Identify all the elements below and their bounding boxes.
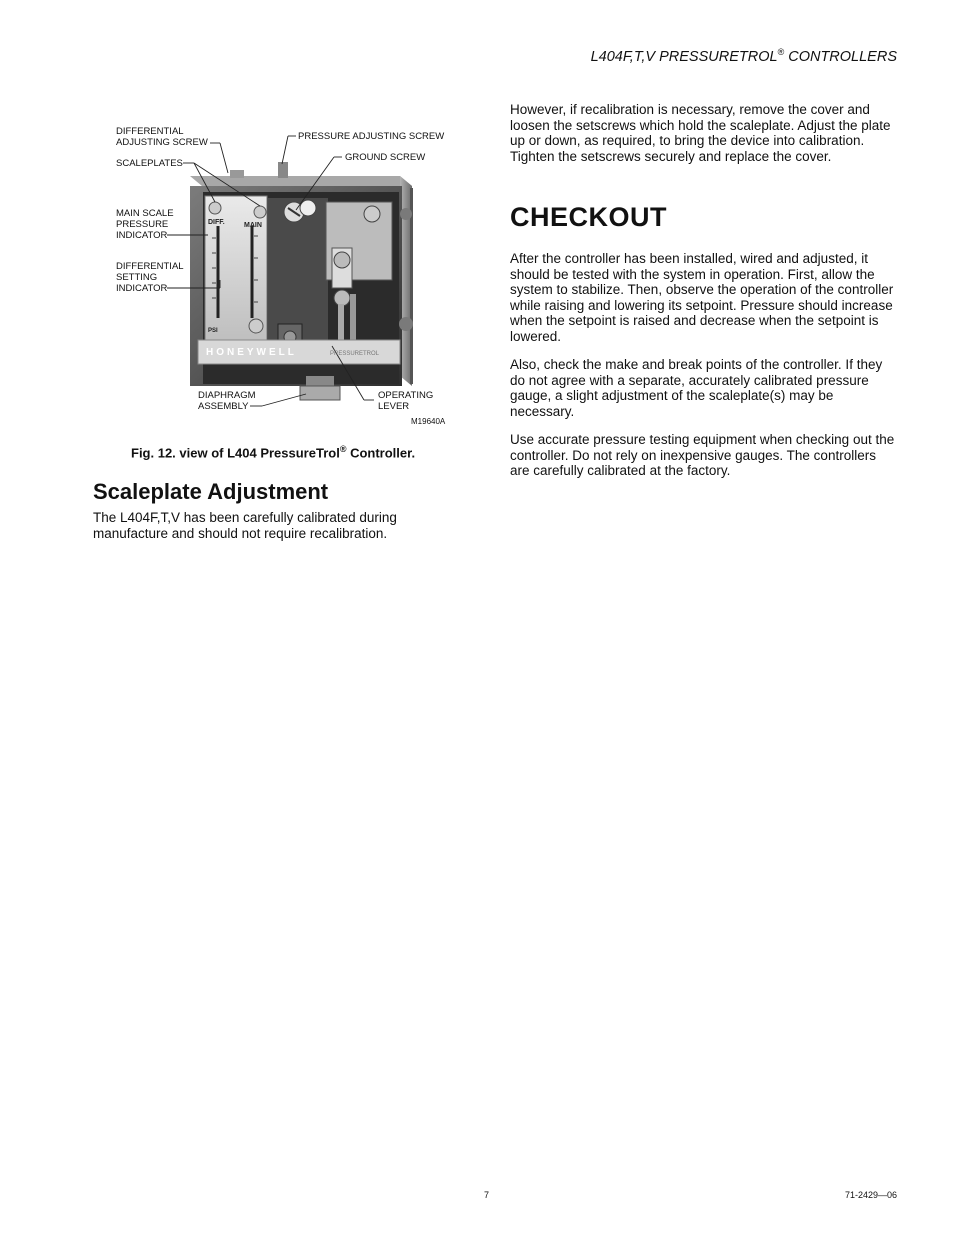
- paragraph-checkout-test: After the controller has been installed, wired and adjusted, it should be tested with the system in operation. First, allow the system to stabilize. Then, observe the operation of the controller while raising and lowering its setpoint. Pressure should increase when the setpoint is raised and decrease when the setpoint is lowered.: [510, 251, 894, 344]
- section-heading-checkout: CHECKOUT: [510, 202, 667, 232]
- document-number: 71-2429—06: [844, 1190, 897, 1200]
- callout-diaphragm-assembly: DIAPHRAGM ASSEMBLY: [198, 390, 256, 412]
- figure-code: M19640A: [411, 417, 446, 426]
- psi-label: PSI: [208, 328, 218, 334]
- running-header: L404F,T,V PRESSURETROL® CONTROLLERS: [590, 47, 897, 65]
- main-scale-title: MAIN: [244, 222, 262, 229]
- controller-figure: [110, 118, 455, 430]
- device-model: PRESSURETROL: [330, 351, 380, 357]
- callout-scaleplates: SCALEPLATES: [116, 158, 183, 169]
- callout-ground-screw: GROUND SCREW: [345, 152, 426, 163]
- paragraph-make-break: Also, check the make and break points of the controller. If they do not agree with a separate, accurately calibrated pressure gauge, a slight adjustment of the scaleplate(s) may be necessary.: [510, 357, 883, 419]
- paragraph-scaleplate: The L404F,T,V has been carefully calibrated during manufacture and should not require recalibration.: [93, 510, 397, 541]
- diff-scale-title: DIFF.: [208, 219, 225, 226]
- page-number: 7: [484, 1190, 490, 1200]
- callout-differential-setting-indicator: DIFFERENTIAL SETTING INDICATOR: [116, 261, 184, 294]
- callout-operating-lever: OPERATING LEVER: [378, 390, 434, 412]
- callout-pressure-adjusting-screw: PRESSURE ADJUSTING SCREW: [298, 131, 445, 142]
- paragraph-recalibration: However, if recalibration is necessary, remove the cover and loosen the setscrews which hold the scaleplate. Adjust the plate up or down, as required, to bring the device into calibration. Tighten the setscrews securely and replace the cover.: [510, 102, 891, 164]
- device-brand: HONEYWELL: [206, 347, 297, 358]
- paragraph-testing-equipment: Use accurate pressure testing equipment when checking out the controller. Do not rely on inexpensive gauges. The controllers are carefully calibrated at the factory.: [510, 432, 895, 479]
- figure-caption: Fig. 12. view of L404 PressureTrol® Controller.: [131, 444, 416, 461]
- callout-main-scale-pressure-indicator: MAIN SCALE PRESSURE INDICATOR: [116, 208, 174, 241]
- section-heading-scaleplate-adjustment: Scaleplate Adjustment: [93, 479, 329, 504]
- callout-differential-adjusting-screw: DIFFERENTIAL ADJUSTING SCREW: [116, 126, 208, 148]
